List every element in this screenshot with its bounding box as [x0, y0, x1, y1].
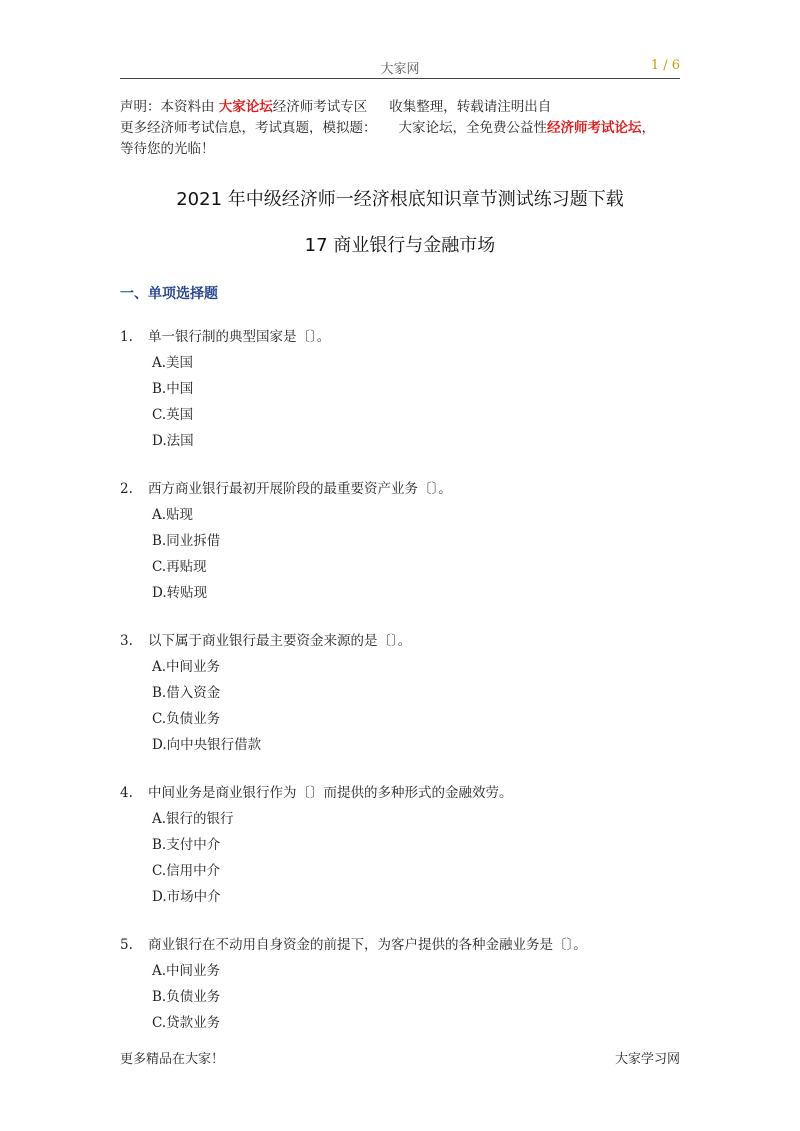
- question-list: [120, 324, 690, 1058]
- footer-right: 大家学习网: [614, 1052, 680, 1067]
- notice-line-3: 等待您的光临！: [120, 141, 215, 157]
- question-stem: [120, 476, 690, 502]
- notice-zone: 经济师考试专区: [272, 99, 368, 115]
- header-site-name: 大家网: [380, 62, 420, 77]
- question-text: 西方商业银行最初开展阶段的最重要资产业务〔〕。: [148, 481, 452, 497]
- option-c: C.信用中介: [152, 863, 221, 879]
- question-text: 以下属于商业银行最主要资金来源的是〔〕。: [148, 633, 412, 649]
- notice-suffix: 收集整理，转载请注明出自: [389, 99, 552, 115]
- question-number: 4.: [120, 785, 133, 801]
- document-title: 2021 年中级经济师一经济根底知识章节测试练习题下载: [176, 189, 624, 210]
- option-b: B.同业拆借: [152, 533, 221, 549]
- option-list: [120, 806, 690, 910]
- option-list: [120, 502, 690, 606]
- option-b: B.借入资金: [152, 685, 221, 701]
- option-c: C.贷款业务: [152, 1015, 221, 1031]
- question-text: 单一银行制的典型国家是〔〕。: [148, 329, 331, 345]
- question-stem: [120, 932, 690, 958]
- option-c: C.再贴现: [152, 559, 207, 575]
- question-number: 2.: [120, 481, 133, 497]
- option-b: B.支付中介: [152, 837, 221, 853]
- option-list: [120, 654, 690, 758]
- notice-forum-desc: 大家论坛，全免费公益性: [398, 120, 547, 136]
- question-number: 1.: [120, 329, 133, 345]
- option-a: A.中间业务: [152, 659, 221, 675]
- question-2: [120, 476, 690, 606]
- option-a: A.美国: [152, 355, 194, 371]
- page-header: [120, 58, 680, 79]
- option-c: C.负债业务: [152, 711, 221, 727]
- option-d: D.法国: [152, 433, 194, 449]
- option-a: A.银行的银行: [152, 811, 234, 827]
- option-d: D.转贴现: [152, 585, 208, 601]
- notice-prefix: 声明：本资料由: [120, 99, 215, 115]
- option-a: A.中间业务: [152, 963, 221, 979]
- footer-left: 更多精品在大家！: [120, 1052, 225, 1067]
- question-text: 商业银行在不动用自身资金的前提下，为客户提供的各种金融业务是〔〕。: [148, 937, 587, 953]
- chapter-title: 17 商业银行与金融市场: [304, 235, 496, 256]
- question-4: [120, 780, 690, 910]
- notice-line-2: [120, 118, 690, 139]
- option-c: C.英国: [152, 407, 194, 423]
- option-b: B.负债业务: [152, 989, 221, 1005]
- option-b: B.中国: [152, 381, 194, 397]
- question-text: 中间业务是商业银行作为〔〕而提供的多种形式的金融效劳。: [148, 785, 513, 801]
- option-list: [120, 350, 690, 454]
- question-1: [120, 324, 690, 454]
- question-3: [120, 628, 690, 758]
- section-heading: 一、单项选择题: [120, 286, 218, 302]
- option-d: D.市场中介: [152, 889, 221, 905]
- option-d: D.向中央银行借款: [152, 737, 262, 753]
- notice-line-1: [120, 97, 690, 118]
- question-stem: [120, 780, 690, 806]
- question-number: 3.: [120, 633, 133, 649]
- question-number: 5.: [120, 937, 133, 953]
- exam-forum-link[interactable]: 经济师考试论坛: [547, 120, 642, 136]
- option-list: [120, 958, 690, 1036]
- question-stem: [120, 628, 690, 654]
- forum-brand-link[interactable]: 大家论坛: [218, 99, 273, 115]
- notice-info: 更多经济师考试信息，考试真题，模拟题：: [120, 120, 377, 136]
- notice-comma: ，: [641, 120, 655, 136]
- option-a: A.贴现: [152, 507, 194, 523]
- page-indicator: 1 / 6: [650, 58, 680, 73]
- source-notice: [120, 97, 690, 160]
- question-5: [120, 932, 690, 1036]
- question-stem: [120, 324, 690, 350]
